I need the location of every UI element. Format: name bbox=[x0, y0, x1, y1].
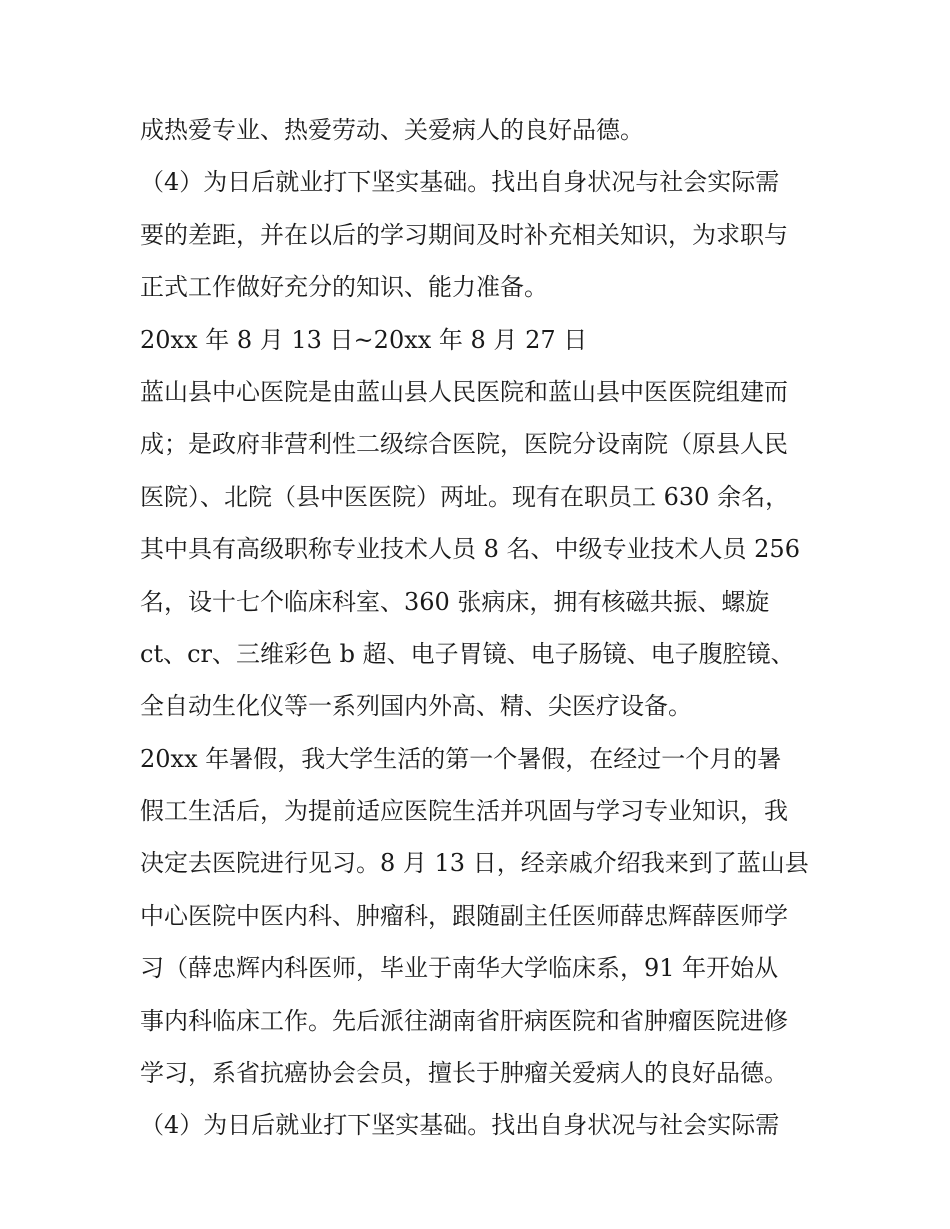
text-line: 习（薛忠辉内科医师，毕业于南华大学临床系，91 年开始从 bbox=[140, 954, 779, 983]
text-line: ct、cr、三维彩色 b 超、电子胃镜、电子肠镜、电子腹腔镜、 bbox=[140, 639, 795, 668]
text-line: 要的差距，并在以后的学习期间及时补充相关知识，为求职与 bbox=[140, 220, 788, 249]
text-line: 成热爱专业、热爱劳动、关爱病人的良好品德。 bbox=[140, 116, 644, 144]
document-body bbox=[140, 104, 820, 1152]
text-line: （4）为日后就业打下坚实基础。找出自身状况与社会实际需 bbox=[140, 168, 780, 197]
text-line: 中心医院中医内科、肿瘤科，跟随副主任医师薛忠辉薛医师学 bbox=[140, 901, 788, 930]
text-line: 正式工作做好充分的知识、能力准备。 bbox=[140, 273, 548, 302]
date-range-line: 20xx 年 8 月 13 日~20xx 年 8 月 27 日 bbox=[140, 325, 588, 354]
text-line: 学习，系省抗癌协会会员，擅长于肿瘤关爱病人的良好品德。 bbox=[140, 1059, 788, 1088]
text-line: 全自动生化仪等一系列国内外高、精、尖医疗设备。 bbox=[140, 692, 692, 721]
text-line: 其中具有高级职称专业技术人员 8 名、中级专业技术人员 256 bbox=[140, 535, 800, 564]
text-line: 名，设十七个临床科室、360 张病床，拥有核磁共振、螺旋 bbox=[140, 587, 770, 616]
text-line: 成；是政府非营利性二级综合医院，医院分设南院（原县人民 bbox=[140, 430, 788, 459]
text-line: 事内科临床工作。先后派往湖南省肝病医院和省肿瘤医院进修 bbox=[140, 1006, 788, 1035]
text-line: 20xx 年暑假，我大学生活的第一个暑假，在经过一个月的暑 bbox=[140, 744, 782, 773]
text-line: 医院）、北院（县中医医院）两址。现有在职员工 630 余名， bbox=[140, 482, 790, 511]
text-line: （4）为日后就业打下坚实基础。找出自身状况与社会实际需 bbox=[140, 1111, 780, 1140]
text-line: 假工生活后，为提前适应医院生活并巩固与学习专业知识，我 bbox=[140, 797, 788, 826]
text-line: 蓝山县中心医院是由蓝山县人民医院和蓝山县中医医院组建而 bbox=[140, 377, 788, 406]
text-line: 决定去医院进行见习。8 月 13 日，经亲戚介绍我来到了蓝山县 bbox=[140, 849, 809, 878]
